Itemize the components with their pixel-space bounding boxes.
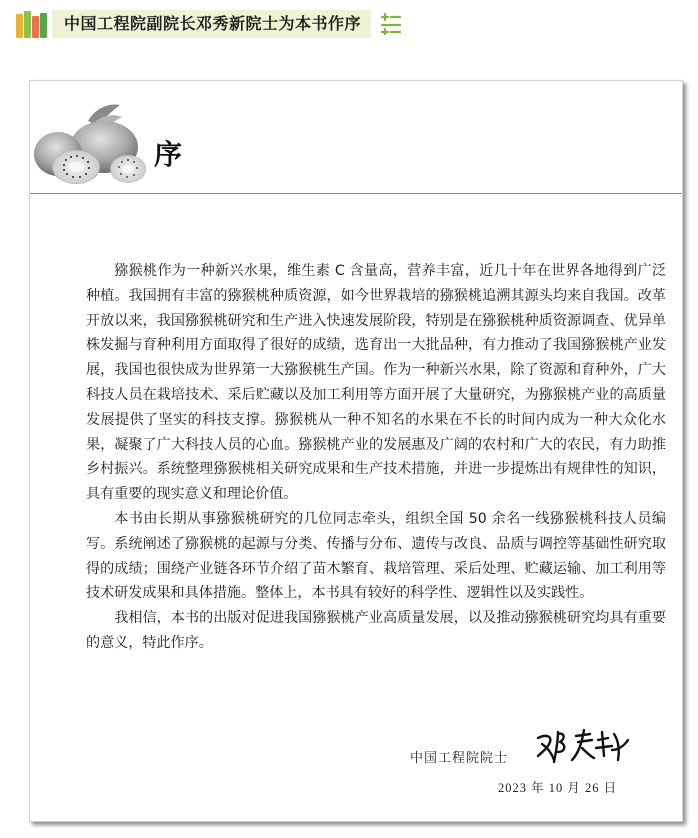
paragraph: 本书由长期从事猕猴桃研究的几位同志牵头，组织全国 50 余名一线猕猴桃科技人员编写。系统阐述了猕猴桃的起源与分类、传播与分布、遗传与改良、品质与调控等基础性研究取得的成绩；围绕产业链各环节介绍了苗木繁育、栽培管理、采后处理、贮藏运输、加工利用等技术研发成果和具体措施。整体上，本书具有较好的科学性、逻辑性以及实践性。 — [86, 510, 666, 602]
paragraph: 我相信，本书的出版对促进我国猕猴桃产业高质量发展，以及推动猕猴桃研究均具有重要的意义，特此作序。 — [86, 610, 666, 651]
handwritten-signature — [532, 726, 632, 766]
books-icon — [14, 10, 48, 38]
kiwifruit-image — [30, 99, 150, 191]
signature-org: 中国工程院院士 — [410, 751, 509, 766]
expand-collapse-icon[interactable] — [379, 13, 403, 35]
title-bar — [14, 10, 403, 38]
preface-body — [86, 259, 666, 656]
section-title: 中国工程院副院长邓秀新院士为本书作序 — [52, 10, 371, 38]
preface-page — [29, 80, 683, 822]
page-title: 序 — [154, 138, 183, 171]
date: 2023 年 10 月 26 日 — [498, 781, 618, 795]
signature-block — [410, 734, 640, 794]
page-header — [30, 81, 682, 194]
paragraph: 猕猴桃作为一种新兴水果，维生素 C 含量高，营养丰富，近几十年在世界各地得到广泛种植。我国拥有丰富的猕猴桃种质资源，如今世界栽培的猕猴桃追溯其源头均来自我国。改革开放以来，我国猕猴桃研究和生产进入快速发展阶段，特别是在猕猴桃种质资源调查、优异单株发掘与育种利用方面取得了很好的成绩，选育出一大批品种，有力推动了我国猕猴桃产业发展，我国也很快成为世界第一大猕猴桃生产国。作为一种新兴水果，除了资源和育种外，广大科技人员在栽培技术、采后贮藏以及加工利用等方面开展了大量研究，为猕猴桃产业的高质量发展提供了坚实的科技支撑。猕猴桃从一种不知名的水果在不长的时间内成为一种大众化水果，凝聚了广大科技人员的心血。猕猴桃产业的发展惠及广阔的农村和广大的农民，有力助推乡村振兴。系统整理猕猴桃相关研究成果和生产技术措施，并进一步提炼出有规律性的知识，具有重要的现实意义和理论价值。 — [86, 263, 666, 503]
